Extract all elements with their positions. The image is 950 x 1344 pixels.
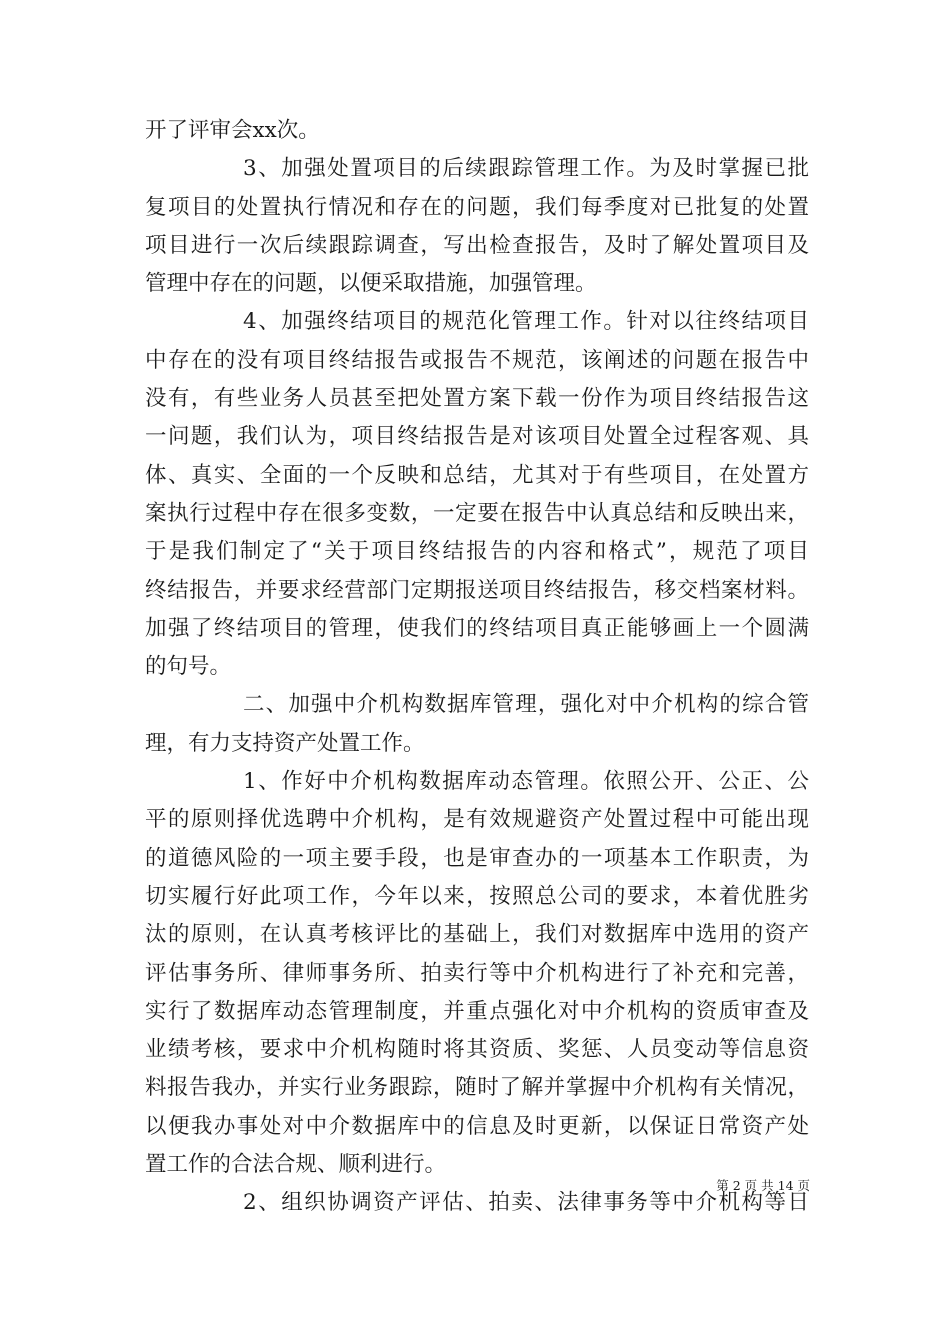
text-line: 切实履行好此项工作，今年以来，按照总公司的要求，本着优胜劣 <box>145 883 809 909</box>
body-text <box>145 112 809 1223</box>
text-line: 没有，有些业务人员甚至把处置方案下载一份作为项目终结报告这 <box>145 386 809 412</box>
text-line: 案执行过程中存在很多变数，一定要在报告中认真总结和反映出来， <box>145 500 809 526</box>
text-line: 置工作的合法合规、顺利进行。 <box>145 1152 447 1178</box>
text-line: 的道德风险的一项主要手段，也是审查办的一项基本工作职责，为 <box>145 845 809 871</box>
text-line: 体、真实、全面的一个反映和总结，尤其对于有些项目，在处置方 <box>145 462 809 488</box>
text-line: 业绩考核，要求中介机构随时将其资质、奖惩、人员变动等信息资 <box>145 1037 809 1063</box>
text-line: 汰的原则，在认真考核评比的基础上，我们对数据库中选用的资产 <box>145 922 809 948</box>
page-footer: 第 2 页 共 14 页 <box>716 1178 810 1193</box>
text-line: 的句号。 <box>145 654 232 680</box>
text-line: 项目进行一次后续跟踪调查，写出检查报告，及时了解处置项目及 <box>145 232 809 258</box>
text-line: 1、作好中介机构数据库动态管理。依照公开、公正、公 <box>243 769 809 795</box>
text-line: 中存在的没有项目终结报告或报告不规范，该阐述的问题在报告中 <box>145 347 809 373</box>
text-line: 评估事务所、律师事务所、拍卖行等中介机构进行了补充和完善， <box>145 960 809 986</box>
text-line: 4、加强终结项目的规范化管理工作。针对以往终结项目 <box>243 309 809 335</box>
text-line: 3、加强处置项目的后续跟踪管理工作。为及时掌握已批 <box>243 156 809 182</box>
text-line: 终结报告，并要求经营部门定期报送项目终结报告，移交档案材料。 <box>145 577 809 603</box>
text-line: 管理中存在的问题，以便采取措施，加强管理。 <box>145 271 597 297</box>
text-line: 一问题，我们认为，项目终结报告是对该项目处置全过程客观、具 <box>145 424 809 450</box>
text-line: 平的原则择优选聘中介机构，是有效规避资产处置过程中可能出现 <box>145 807 809 833</box>
text-line: 以便我办事处对中介数据库中的信息及时更新，以保证日常资产处 <box>145 1113 809 1139</box>
text-line: 加强了终结项目的管理，使我们的终结项目真正能够画上一个圆满 <box>145 615 809 641</box>
text-line: 实行了数据库动态管理制度，并重点强化对中介机构的资质审查及 <box>145 998 809 1024</box>
text-line: 理，有力支持资产处置工作。 <box>145 730 425 756</box>
text-line: 料报告我办，并实行业务跟踪，随时了解并掌握中介机构有关情况， <box>145 1075 809 1101</box>
text-line: 二、加强中介机构数据库管理，强化对中介机构的综合管 <box>243 692 809 718</box>
text-line: 2、组织协调资产评估、拍卖、法律事务等中介机构等日 <box>243 1190 809 1216</box>
text-line: 于是我们制定了“关于项目终结报告的内容和格式”，规范了项目 <box>145 539 809 565</box>
text-line: 开了评审会xx次。 <box>145 118 320 143</box>
text-line: 复项目的处置执行情况和存在的问题，我们每季度对已批复的处置 <box>145 194 809 220</box>
